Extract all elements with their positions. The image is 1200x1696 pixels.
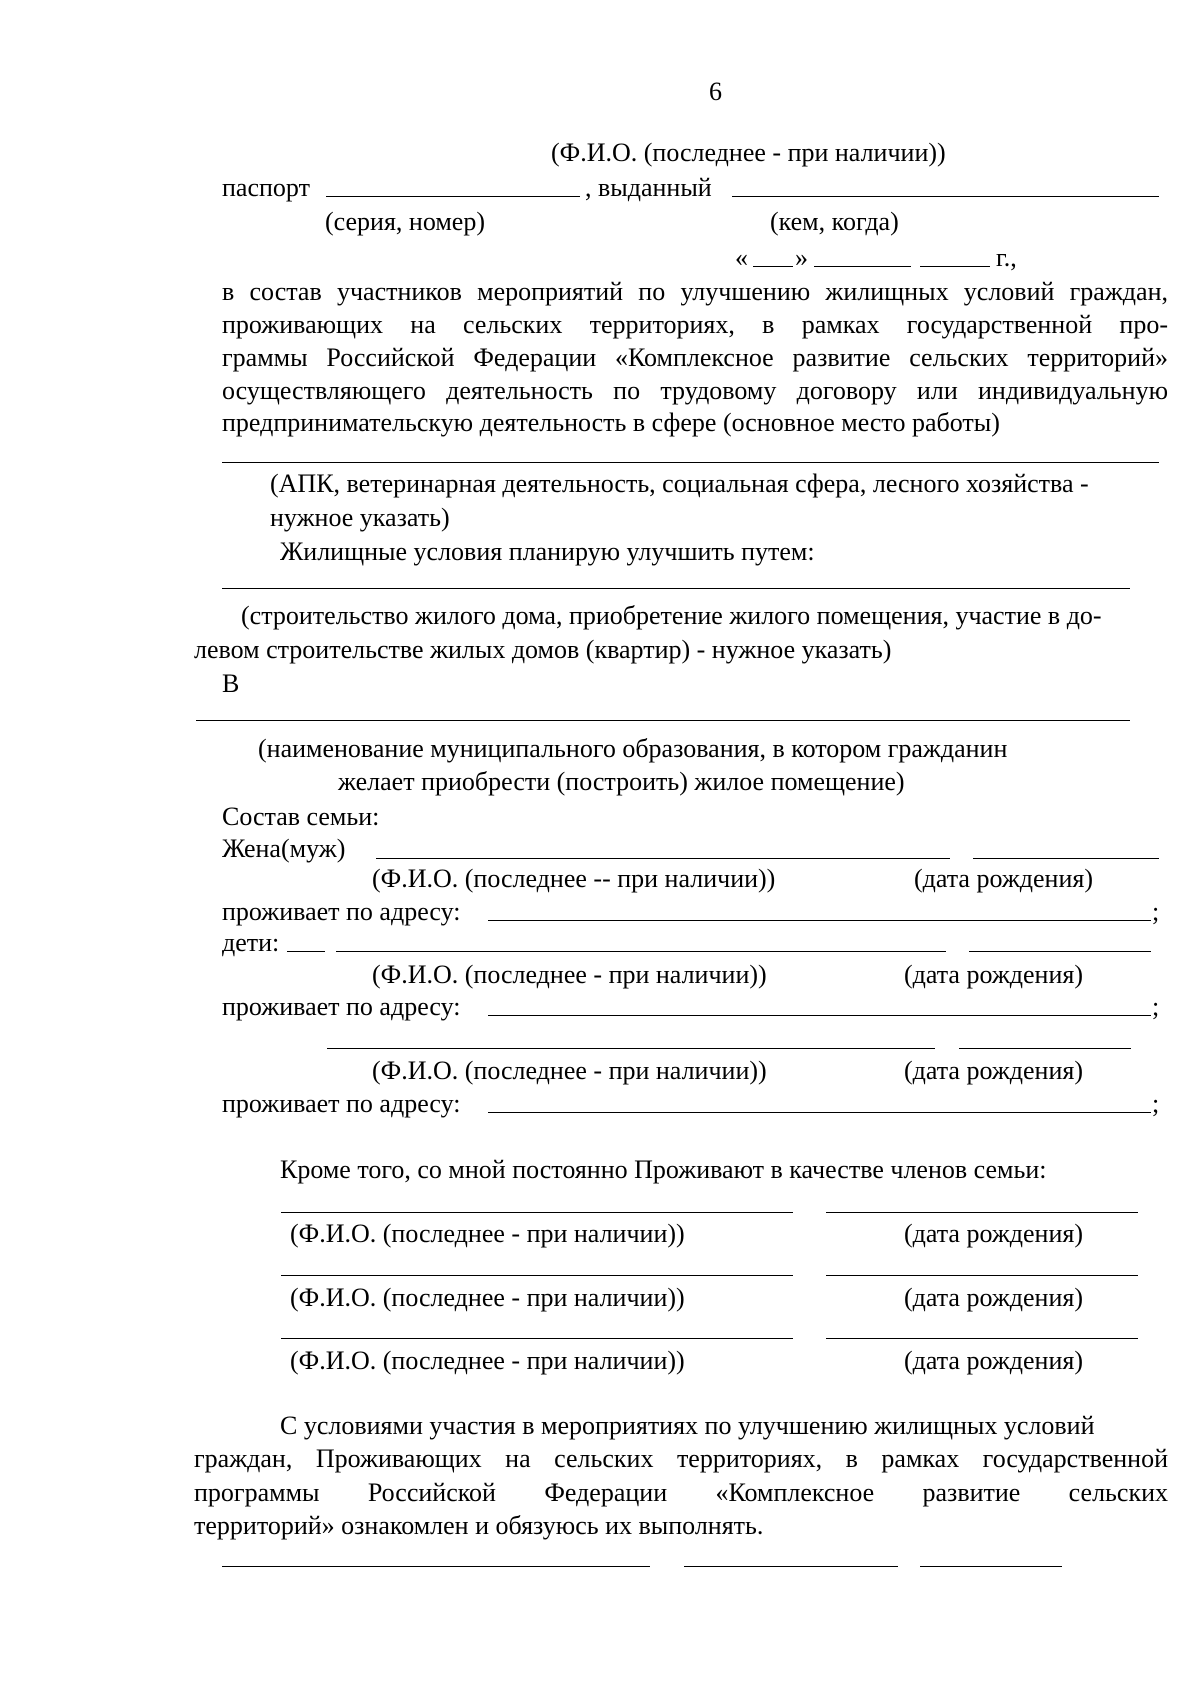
member-3-fio-field[interactable] — [281, 1338, 793, 1339]
child-2-address-field[interactable] — [488, 1112, 1151, 1113]
child-1-dob-field[interactable] — [969, 951, 1151, 952]
member-2-dob-caption: (дата рождения) — [904, 1283, 1084, 1312]
spouse-address-field[interactable] — [488, 920, 1151, 921]
in-label: В — [222, 669, 240, 698]
spouse-address-label: проживает по адресу: — [222, 897, 461, 926]
member-1-dob-caption: (дата рождения) — [904, 1219, 1084, 1248]
member-3-dob-field[interactable] — [826, 1338, 1138, 1339]
date-quote-open: « — [735, 243, 748, 272]
body-line-2: проживающих на сельских территориях, в рамках государственной про- — [222, 310, 1168, 339]
body-line-3: граммы Российской Федерации «Комплексное развитие сельских территорий» — [222, 343, 1168, 372]
housing-method-field[interactable] — [222, 588, 1130, 589]
member-3-dob-caption: (дата рождения) — [904, 1346, 1084, 1375]
spouse-fio-field[interactable] — [376, 858, 950, 859]
housing-caption-2: левом строительстве жилых домов (квартир) - нужное указать) — [194, 635, 892, 664]
conditions-line-3: программы Российской Федерации «Комплексное развитие сельских — [194, 1478, 1168, 1507]
child-2-address-label: проживает по адресу: — [222, 1089, 461, 1118]
housing-intro: Жилищные условия планирую улучшить путем: — [280, 537, 815, 566]
date-quote-close: » — [795, 243, 808, 272]
child-1-fio-field[interactable] — [336, 951, 946, 952]
passport-issuer-caption: (кем, когда) — [770, 207, 899, 236]
date-year-suffix: г., — [996, 243, 1017, 272]
date-month-field[interactable] — [814, 266, 911, 267]
passport-series-caption: (серия, номер) — [325, 207, 485, 236]
passport-number-field[interactable] — [326, 196, 580, 197]
signature-date-field[interactable] — [920, 1566, 1062, 1567]
member-3-fio-caption: (Ф.И.О. (последнее - при наличии)) — [290, 1346, 685, 1375]
member-1-fio-field[interactable] — [281, 1212, 793, 1213]
child-2-fio-field[interactable] — [327, 1048, 935, 1049]
child-1-fio-caption: (Ф.И.О. (последнее - при наличии)) — [372, 960, 767, 989]
member-1-fio-caption: (Ф.И.О. (последнее - при наличии)) — [290, 1219, 685, 1248]
child-2-address-end: ; — [1152, 1089, 1160, 1118]
signature-field[interactable] — [684, 1566, 898, 1567]
body-line-4: осуществляющего деятельность по трудовому договору или индивидуальную — [222, 376, 1168, 405]
municipality-caption-2: желает приобрести (построить) жилое помещение) — [338, 767, 905, 796]
body-line-1: в состав участников мероприятий по улучшению жилищных условий граждан, — [222, 277, 1168, 306]
signature-name-field[interactable] — [222, 1566, 650, 1567]
spouse-dob-caption: (дата рождения) — [914, 864, 1094, 893]
passport-label: паспорт — [222, 173, 310, 202]
passport-issuer-field[interactable] — [732, 196, 1159, 197]
sphere-field[interactable] — [222, 462, 1159, 463]
fio-caption-header: (Ф.И.О. (последнее - при наличии)) — [551, 138, 946, 167]
passport-issued-label: , выданный — [585, 173, 712, 202]
child-2-fio-caption: (Ф.И.О. (последнее - при наличии)) — [372, 1056, 767, 1085]
member-2-fio-field[interactable] — [281, 1275, 793, 1276]
child-1-address-end: ; — [1152, 992, 1160, 1021]
body-line-5: предпринимательскую деятельность в сфере (основное место работы) — [222, 408, 1000, 437]
spouse-dob-field[interactable] — [973, 858, 1159, 859]
child-1-address-field[interactable] — [488, 1015, 1151, 1016]
member-1-dob-field[interactable] — [826, 1212, 1138, 1213]
others-intro: Кроме того, со мной постоянно Проживают в качестве членов семьи: — [280, 1155, 1047, 1184]
family-heading: Состав семьи: — [222, 802, 380, 831]
spouse-address-end: ; — [1152, 897, 1160, 926]
child-1-dob-caption: (дата рождения) — [904, 960, 1084, 989]
spouse-label: Жена(муж) — [222, 834, 346, 863]
conditions-line-1: С условиями участия в мероприятиях по улучшению жилищных условий — [280, 1411, 1095, 1440]
page-number: 6 — [709, 77, 722, 106]
member-2-fio-caption: (Ф.И.О. (последнее - при наличии)) — [290, 1283, 685, 1312]
date-day-field[interactable] — [753, 266, 793, 267]
spouse-fio-caption: (Ф.И.О. (последнее -- при наличии)) — [372, 864, 776, 893]
member-2-dob-field[interactable] — [826, 1275, 1138, 1276]
child-1-address-label: проживает по адресу: — [222, 992, 461, 1021]
conditions-line-4: территорий» ознакомлен и обязуюсь их выполнять. — [194, 1511, 764, 1540]
sphere-caption-2: нужное указать) — [270, 503, 450, 532]
municipality-caption-1: (наименование муниципального образования, в котором гражданин — [258, 734, 1008, 763]
child-2-dob-field[interactable] — [959, 1048, 1131, 1049]
conditions-line-2: граждан, Проживающих на сельских территориях, в рамках государственной — [194, 1444, 1168, 1473]
municipality-field[interactable] — [196, 720, 1130, 721]
sphere-caption-1: (АПК, ветеринарная деятельность, социальная сфера, лесного хозяйства - — [270, 469, 1089, 498]
children-count-field[interactable] — [287, 951, 325, 952]
date-year-field[interactable] — [920, 266, 990, 267]
child-2-dob-caption: (дата рождения) — [904, 1056, 1084, 1085]
housing-caption-1: (строительство жилого дома, приобретение жилого помещения, участие в до- — [241, 601, 1102, 630]
children-label: дети: — [222, 928, 280, 957]
